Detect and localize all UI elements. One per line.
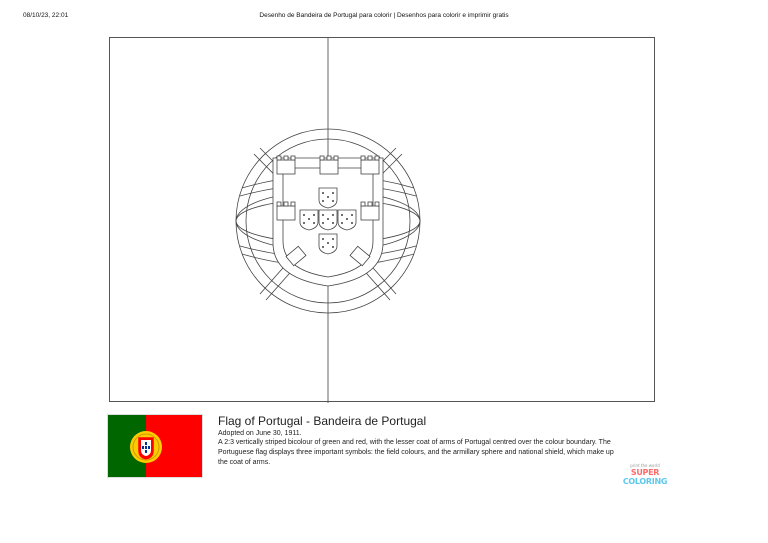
print-page-title: Desenho de Bandeira de Portugal para colorir | Desenhos para colorir e imprimir gratis (259, 12, 509, 19)
portugal-flag-outline-drawing (110, 38, 656, 403)
portugal-flag-color-image (108, 415, 203, 478)
logo-line-2: COLORING (622, 477, 668, 486)
coat-of-arms (130, 431, 162, 463)
supercoloring-logo (618, 463, 672, 493)
caption-title: Flag of Portugal - Bandeira de Portugal (218, 414, 427, 428)
caption-adopted-date: Adopted on June 30, 1911. (218, 430, 302, 437)
flag-thumbnail (107, 414, 203, 478)
coloring-page-image (109, 37, 655, 402)
caption-description: A 2:3 vertically striped bicolour of green and red, with the lesser coat of arms of Portugal centred over the colour boundary. The Portuguese flag displays three important symbols: the field colours, and the armillary sphere and national shield, which make up the coat of arms. (218, 439, 614, 466)
logo-line-1: SUPER (630, 468, 660, 477)
print-date: 08/10/23, 22:01 (23, 12, 69, 19)
flag-caption (218, 414, 618, 468)
logo-tagline: print the world (630, 463, 660, 468)
